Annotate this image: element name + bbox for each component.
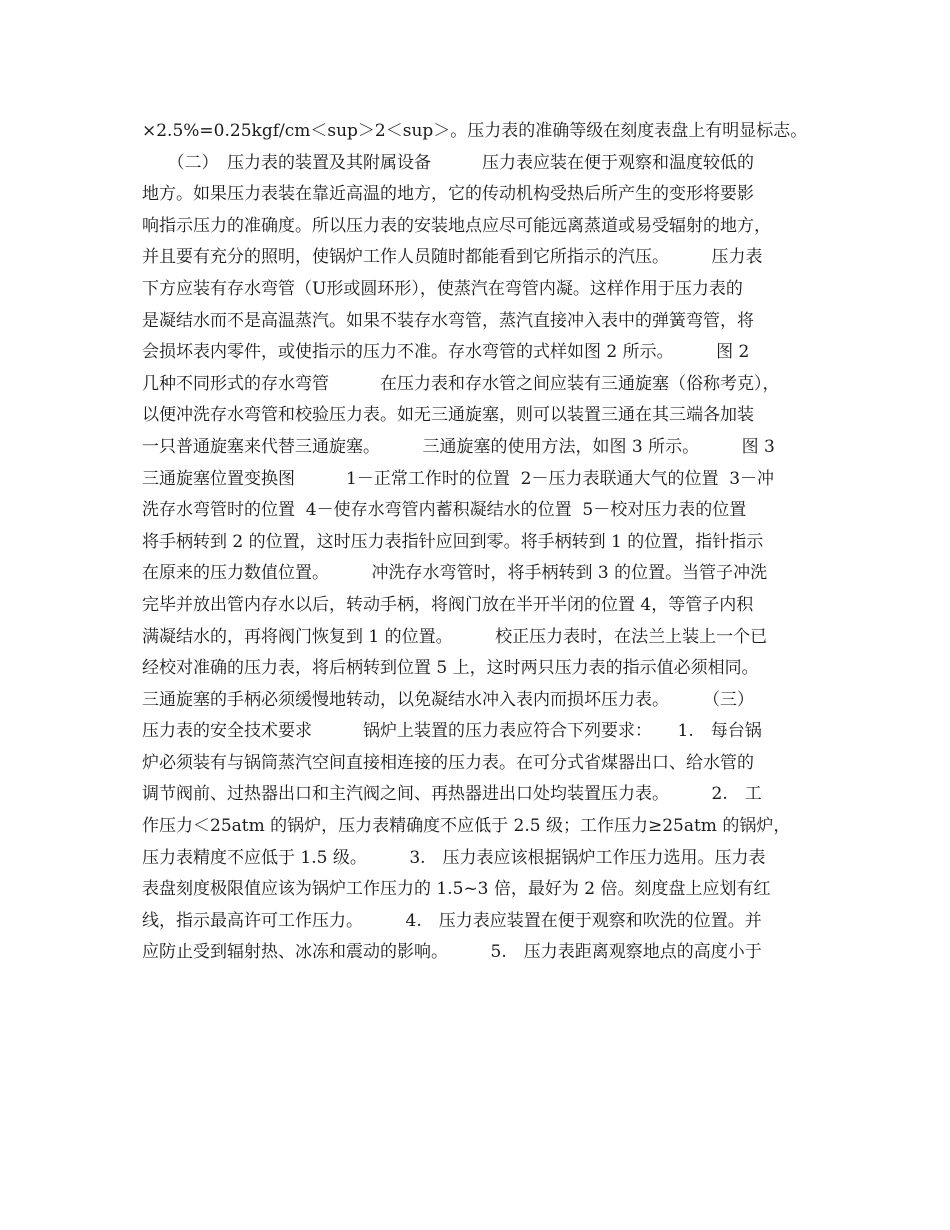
text-line: ×2.5%=0.25kgf/cm＜sup＞2＜sup＞。压力表的准确等级在刻度表盘上有明显标志。 (142, 121, 808, 141)
text-line: 下方应装有存水弯管（U形或圆环形），使蒸汽在弯管内凝。这样作用于压力表的 (142, 278, 743, 299)
text-line: （二） 压力表的装置及其附属设备 压力表应装在便于观察和温度较低的 (142, 152, 754, 173)
text-line: 洗存水弯管时的位置 4－使存水弯管内蓄积凝结水的位置 5－校对压力表的位置 (142, 500, 747, 521)
text-line: 以便冲洗存水弯管和校验压力表。如无三通旋塞，则可以装置三通在其三端各加装 (142, 405, 754, 426)
text-line: 炉必须装有与锅筒蒸汽空间直接相连接的压力表。在可分式省煤器出口、给水管的 (142, 752, 754, 773)
text-line: 三通旋塞位置变换图 1－正常工作时的位置 2－压力表联通大气的位置 3－冲 (142, 468, 775, 489)
text-line: 调节阀前、过热器出口和主汽阀之间、再热器进出口处均装置压力表。 2. 工 (142, 784, 762, 805)
text-line: 是凝结水而不是高温蒸汽。如果不装存水弯管，蒸汽直接冲入表中的弹簧弯管，将 (142, 310, 754, 331)
text-line: 并且要有充分的照明，使锅炉工作人员随时都能看到它所指示的汽压。 压力表 (142, 247, 763, 268)
document-body (142, 116, 822, 968)
document-page (142, 116, 822, 968)
text-line: 表盘刻度极限值应该为锅炉工作压力的 1.5~3 倍，最好为 2 倍。刻度盘上应划有红 (142, 879, 771, 900)
text-line: 压力表的安全技术要求 锅炉上装置的压力表应符合下列要求： 1. 每台锅 (142, 721, 762, 742)
text-line: 经校对准确的压力表，将后柄转到位置 5 上，这时两只压力表的指示值必须相同。 (142, 658, 759, 679)
text-line: 响指示压力的准确度。所以压力表的安装地点应尽可能远离蒸道或易受辐射的地方， (142, 215, 771, 236)
text-line: 完毕并放出管内存水以后，转动手柄，将阀门放在半开半闭的位置 4，等管子内积 (142, 594, 754, 615)
text-line: 将手柄转到 2 的位置，这时压力表指针应回到零。将手柄转到 1 的位置，指针指示 (142, 531, 764, 552)
text-line: 应防止受到辐射热、冰冻和震动的影响。 5. 压力表距离观察地点的高度小于 (142, 942, 762, 963)
text-line: 线，指示最高许可工作压力。 4. 压力表应装置在便于观察和吹洗的位置。并 (142, 910, 762, 931)
text-line: 在原来的压力数值位置。 冲洗存水弯管时，将手柄转到 3 的位置。当管子冲洗 (142, 563, 768, 584)
text-line: 地方。如果压力表装在靠近高温的地方，它的传动机构受热后所产生的变形将要影 (142, 184, 754, 205)
text-line: 压力表精度不应低于 1.5 级。 3. 压力表应该根据锅炉工作压力选用。压力表 (142, 847, 766, 868)
text-line: 三通旋塞的手柄必须缓慢地转动，以免凝结水冲入表内而损坏压力表。 （三） (142, 689, 754, 710)
text-line: 满凝结水的，再将阀门恢复到 1 的位置。 校正压力表时，在法兰上装上一个已 (142, 626, 768, 647)
text-line: 一只普通旋塞来代替三通旋塞。 三通旋塞的使用方法，如图 3 所示。 图 3 (142, 436, 775, 457)
text-line: 会损坏表内零件，或使指示的压力不准。存水弯管的式样如图 2 所示。 图 2 (142, 342, 750, 363)
text-line: 几种不同形式的存水弯管 在压力表和存水管之间应装有三通旋塞（俗称考克）， (142, 373, 780, 394)
text-line: 作压力＜25atm 的锅炉，压力表精确度不应低于 2.5 级；工作压力≥25atm 的锅炉， (142, 816, 791, 837)
